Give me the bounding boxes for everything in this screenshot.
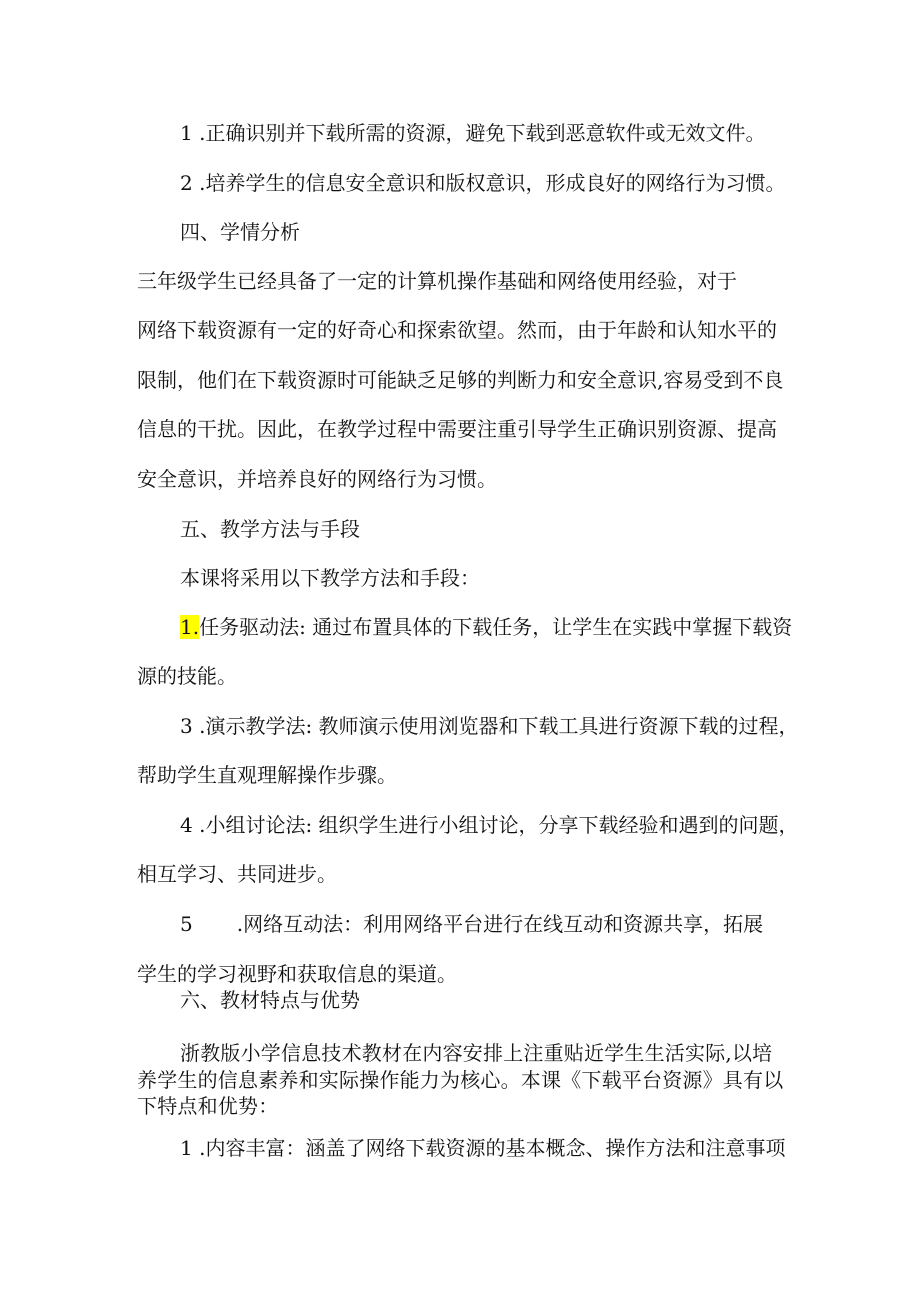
- paragraph-line: 下特点和优势：: [137, 1094, 279, 1118]
- feature-item-1: 1 .内容丰富：涵盖了网络下载资源的基本概念、操作方法和注意事项: [180, 1136, 786, 1160]
- section-heading-textbook-features: 六、教材特点与优势: [180, 988, 360, 1012]
- highlighted-number: 1.: [180, 615, 200, 639]
- section-heading-teaching-methods: 五、教学方法与手段: [180, 517, 360, 541]
- paragraph-line: 本课将采用以下教学方法和手段：: [180, 566, 480, 590]
- method-item-5: [180, 910, 763, 938]
- paragraph-line: 源的技能。: [137, 664, 237, 688]
- method-item-4: 4 .小组讨论法: 组织学生进行小组讨论，分享下载经验和遇到的问题，: [180, 813, 799, 837]
- paragraph-line: 信息的干扰。因此，在教学过程中需要注重引导学生正确识别资源、提高: [137, 417, 777, 441]
- method-item-5-number: 5: [180, 912, 193, 936]
- paragraph-line: 养学生的信息素养和实际操作能力为核心。本课《下载平台资源》具有以: [137, 1068, 784, 1092]
- paragraph-line: 限制，他们在下载资源时可能缺乏足够的判断力和安全意识,容易受到不良: [137, 368, 784, 392]
- paragraph-line: 相互学习、共同进步。: [137, 862, 337, 886]
- paragraph-line: 安全意识，并培养良好的网络行为习惯。: [137, 467, 497, 491]
- paragraph-line: 学生的学习视野和获取信息的渠道。: [137, 962, 457, 986]
- objective-item-1: 1 .正确识别并下载所需的资源，避免下载到恶意软件或无效文件。: [180, 121, 766, 145]
- method-item-3: 3 .演示教学法: 教师演示使用浏览器和下载工具进行资源下载的过程，: [180, 714, 799, 738]
- paragraph-line: 网络下载资源有一定的好奇心和探索欲望。然而，由于年龄和认知水平的: [137, 318, 777, 342]
- method-item-1-text: 任务驱动法: 通过布置具体的下载任务，让学生在实践中掌握下载资: [199, 615, 793, 639]
- paragraph-line: 浙教版小学信息技术教材在内容安排上注重贴近学生生活实际,以培: [180, 1041, 773, 1065]
- method-item-1: [180, 613, 792, 641]
- objective-item-2: 2 .培养学生的信息安全意识和版权意识，形成良好的网络行为习惯。: [180, 171, 786, 195]
- paragraph-line: 帮助学生直观理解操作步骤。: [137, 763, 397, 787]
- method-item-5-text: .网络互动法：利用网络平台进行在线互动和资源共享，拓展: [236, 912, 764, 936]
- section-heading-learner-analysis: 四、学情分析: [180, 220, 300, 244]
- paragraph-line: 三年级学生已经具备了一定的计算机操作基础和网络使用经验，对于: [137, 269, 737, 293]
